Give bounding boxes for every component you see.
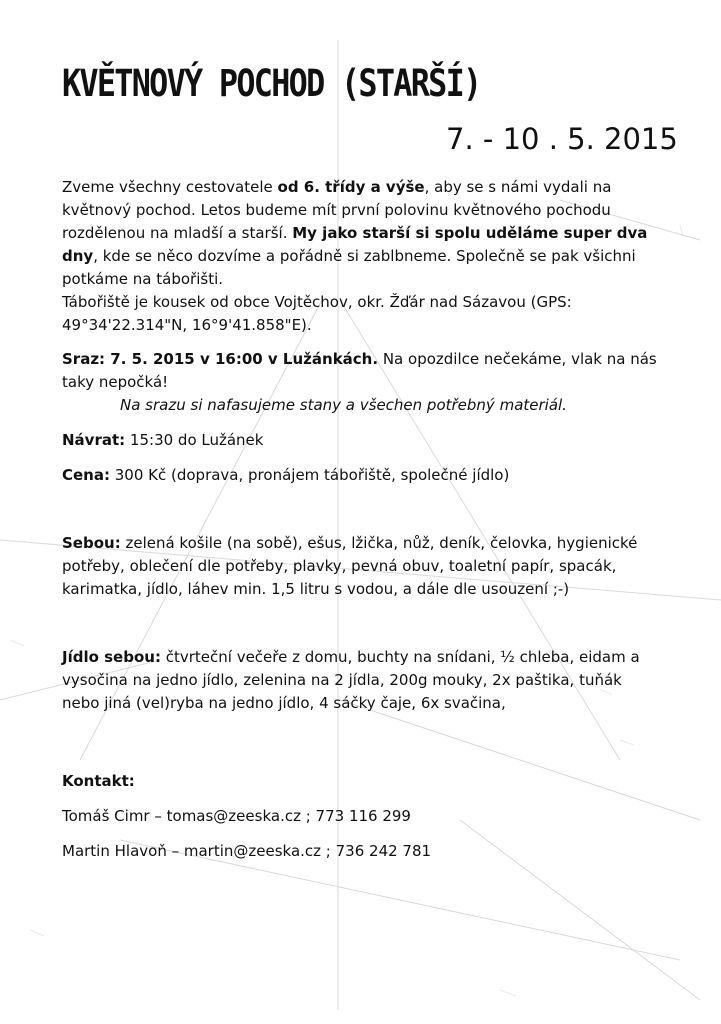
event-date: 7. - 10 . 5. 2015 [446, 122, 678, 156]
meet-text: Na opozdilce nečekáme, vlak na nás taky nepočká! [62, 350, 657, 391]
intro-bold-plan: My jako starší si spolu uděláme super dva dny [62, 224, 648, 265]
meet-label: Sraz: 7. 5. 2015 v 16:00 v Lužánkách. [62, 350, 379, 368]
intro-text-1: Zveme všechny cestovatele [62, 178, 278, 196]
contact-label: Kontakt: [62, 772, 135, 790]
contact-person-2: Martin Hlavoň – martin@zeeska.cz ; 736 242 781 [62, 842, 432, 860]
gear-text: zelená košile (na sobě), ešus, lžička, nůž, deník, čelovka, hygienické potřeby, oblečení dle potřeby, plavky, pevná obuv, toaletní papír, spacák, karimatka, jídlo, láhev min. 1,5 litru s vodou, a dále dle usouzení ;-) [62, 534, 638, 598]
price-paragraph [62, 464, 662, 487]
return-label: Návrat: [62, 431, 126, 449]
return-paragraph [62, 429, 662, 452]
food-label: Jídlo sebou: [62, 648, 161, 666]
intro-bold-age: od 6. třídy a výše [277, 178, 425, 196]
meet-paragraph [62, 348, 662, 394]
document-body [62, 176, 662, 863]
price-text: 300 Kč (doprava, pronájem tábořiště, společné jídlo) [109, 466, 510, 484]
intro-paragraph [62, 176, 662, 291]
contact-heading [62, 770, 662, 793]
return-text: 15:30 do Lužánek [125, 431, 264, 449]
intro-text-2: , aby se s námi vydali na květnový pochod. Letos budeme mít první polovinu květnového pochodu rozdělenou na mladší a starší. [62, 178, 612, 242]
location-paragraph: Tábořiště je kousek od obce Vojtěchov, okr. Žďár nad Sázavou (GPS: 49°34'22.314"N, 16°9'41.858"E). [62, 293, 572, 334]
gear-paragraph [62, 532, 662, 601]
price-label: Cena: [62, 466, 110, 484]
food-text: čtvrteční večeře z domu, buchty na snídani, ½ chleba, eidam a vysočina na jedno jídlo, zelenina na 2 jídla, 200g mouky, 2x paštika, tuňák nebo jiná (vel)ryba na jedno jídlo, 4 sáčky čaje, 6x svačina, [62, 648, 640, 712]
meet-note: Na srazu si nafasujeme stany a všechen potřebný materiál. [120, 396, 567, 414]
page-title: KVĚTNOVÝ POCHOD (STARŠÍ) [62, 62, 481, 105]
food-paragraph [62, 646, 662, 715]
intro-text-3: , kde se něco dozvíme a pořádně si zablbneme. Společně se pak všichni potkáme na tábořišti. [62, 247, 636, 288]
gear-label: Sebou: [62, 534, 121, 552]
contact-person-1: Tomáš Cimr – tomas@zeeska.cz ; 773 116 299 [62, 807, 411, 825]
